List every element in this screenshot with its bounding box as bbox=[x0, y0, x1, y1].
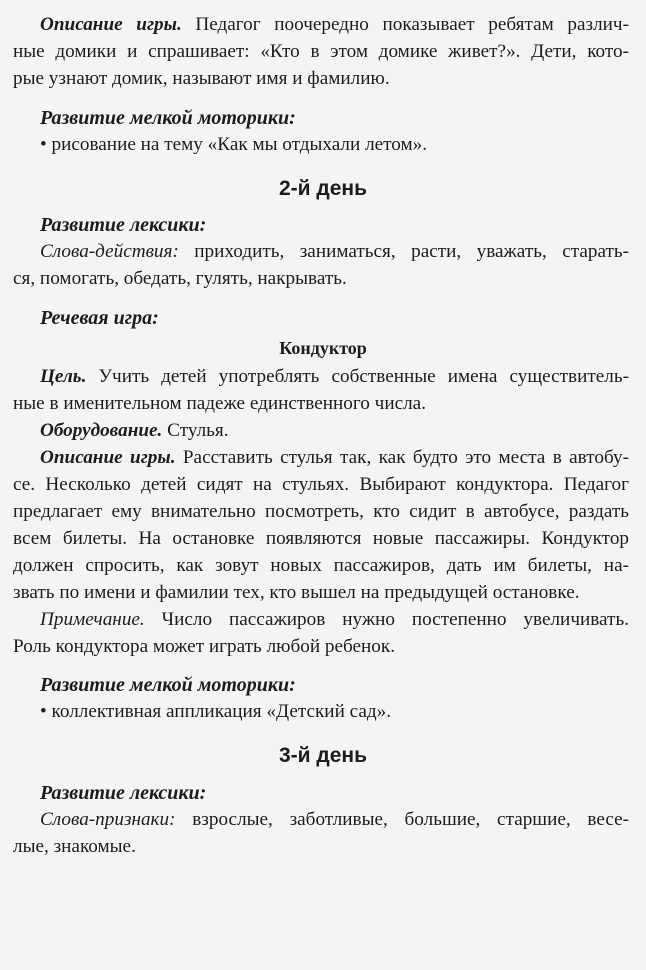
bullet-item: • рисование на тему «Как мы отдыхали летом». bbox=[40, 134, 428, 155]
term-label: Оборудование. bbox=[40, 420, 163, 441]
paragraph-line: всем билеты. На остановке появляются новые пассажиры. Кондуктор bbox=[13, 528, 629, 549]
term-label: Описание игры. bbox=[40, 14, 182, 35]
paragraph-line: Слова-действия: приходить, заниматься, расти, уважать, старать- bbox=[40, 241, 629, 262]
paragraph-line: Описание игры. Расставить стулья так, как будто это места в автобу- bbox=[40, 447, 629, 468]
section-heading: Развитие лексики: bbox=[40, 214, 207, 236]
game-title: Кондуктор bbox=[279, 338, 367, 358]
section-heading: Речевая игра: bbox=[40, 307, 159, 329]
paragraph-line: Описание игры. Педагог поочередно показывает ребятам различ- bbox=[40, 14, 629, 35]
paragraph-line: предлагает ему внимательно посмотреть, кто сидит в автобусе, раздать bbox=[13, 501, 629, 522]
term-label: Слова-действия: bbox=[40, 241, 179, 262]
paragraph-line: звать по имени и фамилии тех, кто вышел на предыдущей остановке. bbox=[13, 582, 580, 603]
term-label: Примечание. bbox=[40, 609, 145, 630]
paragraph-line: Оборудование. Стулья. bbox=[40, 420, 229, 441]
paragraph-line: рые узнают домик, называют имя и фамилию. bbox=[13, 68, 390, 89]
paragraph-line: ные в именительном падеже единственного числа. bbox=[13, 393, 426, 414]
paragraph-line: се. Несколько детей сидят на стульях. Выбирают кондуктора. Педагог bbox=[13, 474, 629, 495]
paragraph-line: ные домики и спрашивает: «Кто в этом домике живет?». Дети, кото- bbox=[13, 41, 629, 62]
day-heading: 3-й день bbox=[278, 744, 368, 767]
paragraph-line: лые, знакомые. bbox=[13, 836, 136, 857]
bullet-item: • коллективная аппликация «Детский сад». bbox=[40, 701, 392, 722]
section-heading: Развитие мелкой моторики: bbox=[40, 107, 296, 129]
paragraph-line: Примечание. Число пассажиров нужно постепенно увеличивать. bbox=[40, 609, 629, 630]
paragraph-line: Слова-признаки: взрослые, заботливые, большие, старшие, весе- bbox=[40, 809, 629, 830]
term-label: Цель. bbox=[40, 366, 87, 387]
paragraph-line: должен спросить, как зовут новых пассажиров, дать им билеты, на- bbox=[13, 555, 629, 576]
paragraph-line: Роль кондуктора может играть любой ребенок. bbox=[13, 636, 396, 657]
day-heading: 2-й день bbox=[278, 177, 368, 200]
section-heading: Развитие лексики: bbox=[40, 782, 207, 804]
term-label: Слова-признаки: bbox=[40, 809, 176, 830]
section-heading: Развитие мелкой моторики: bbox=[40, 674, 296, 696]
term-label: Описание игры. bbox=[40, 447, 176, 468]
paragraph-line: Цель. Учить детей употреблять собственные имена существитель- bbox=[40, 366, 629, 387]
paragraph-line: ся, помогать, обедать, гулять, накрывать. bbox=[13, 268, 347, 289]
